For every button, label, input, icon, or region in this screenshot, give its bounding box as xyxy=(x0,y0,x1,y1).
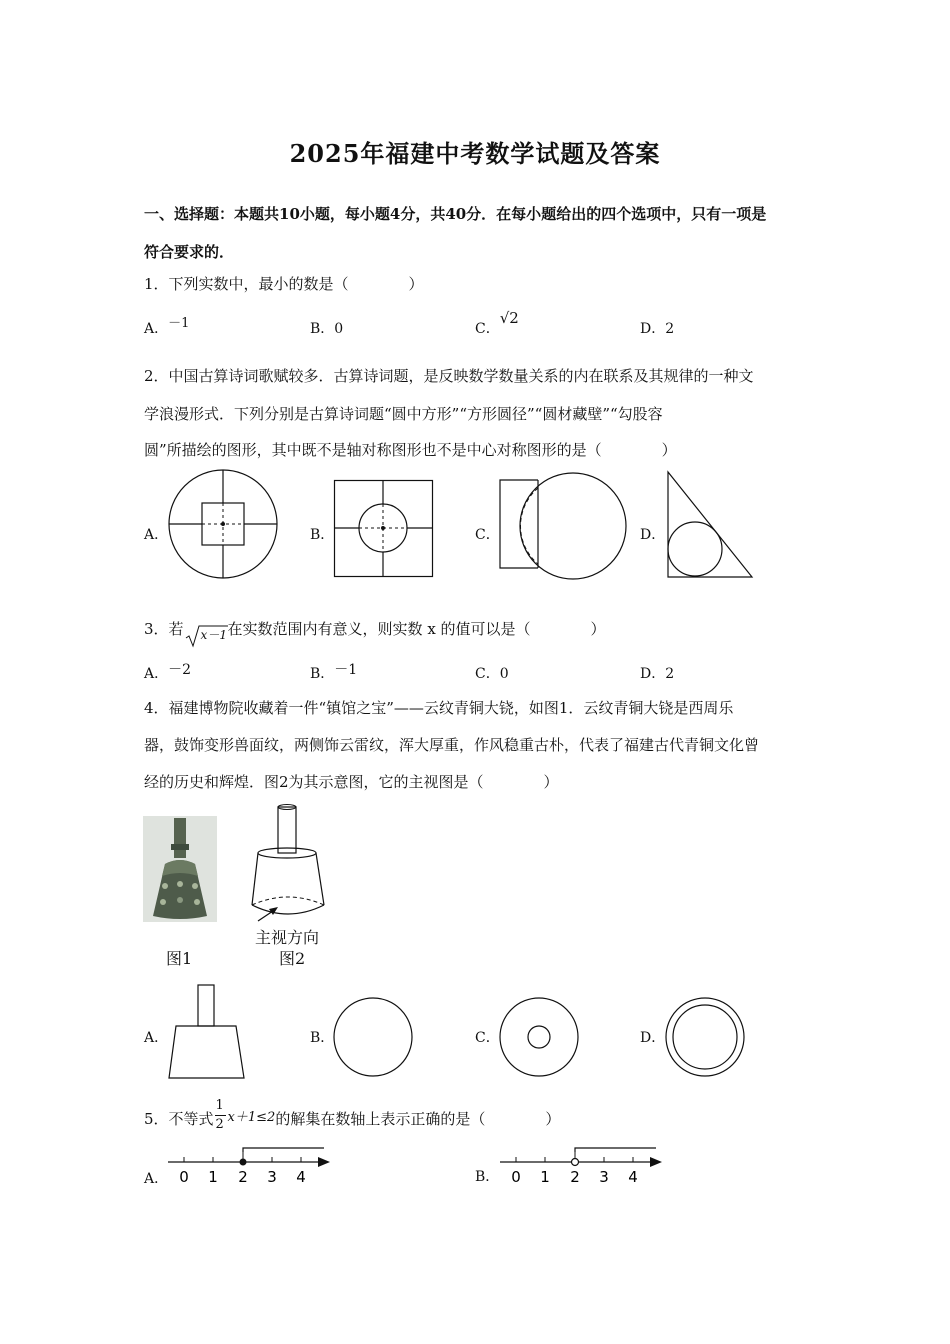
q1-option-b xyxy=(310,318,343,338)
tick-label: 3 xyxy=(599,1168,609,1186)
q4-label-a: A． xyxy=(144,1030,169,1046)
q4-figure-c xyxy=(498,996,580,1078)
q2-stem-line1: 2．中国古算诗词歌赋较多．古算诗词题，是反映数学数量关系的内在联系及其规律的一种文 xyxy=(144,367,754,385)
option-value: 2 xyxy=(665,666,675,682)
option-value: －1 xyxy=(334,662,358,678)
tick-label: 2 xyxy=(238,1168,248,1186)
option-label: D． xyxy=(640,666,666,682)
tick-label: 1 xyxy=(540,1168,550,1186)
q1-option-a xyxy=(144,318,189,338)
q4-stem-line1: 4．福建博物院收藏着一件“镇馆之宝”——云纹青铜大铙，如图1．云纹青铜大铙是西周乐 xyxy=(144,699,734,717)
bell-schematic-figure xyxy=(248,805,338,935)
option-label: C． xyxy=(475,666,500,682)
q3-option-c xyxy=(475,663,509,683)
tick-label: 1 xyxy=(208,1168,218,1186)
option-value: －2 xyxy=(168,662,192,678)
option-label: C． xyxy=(475,321,500,337)
q2-figure-d xyxy=(666,470,756,580)
q2-label-d: D． xyxy=(640,527,666,543)
q2-stem-line2: 学浪漫形式．下列分别是古算诗词题“圆中方形”“方形圆径”“圆材藏壁”“勾股容 xyxy=(144,405,663,423)
fraction-bar xyxy=(215,1115,226,1116)
q5-suffix: 的解集在数轴上表示正确的是（ ） xyxy=(275,1110,561,1128)
section-heading-line1: 一、选择题：本题共10小题，每小题4分，共40分．在每小题给出的四个选项中，只有一项是 xyxy=(144,205,767,223)
q3-suffix: 在实数范围内有意义，则实数 x 的值可以是（ ） xyxy=(227,620,606,638)
q5-fraction xyxy=(214,1098,228,1132)
q3-stem xyxy=(144,618,606,642)
q4-figure-b xyxy=(332,996,414,1078)
section-heading-line2: 符合要求的． xyxy=(144,243,235,261)
q2-figure-b xyxy=(334,480,434,578)
q4-label-b: B． xyxy=(310,1030,335,1046)
q5-number-line-a xyxy=(166,1148,332,1190)
q4-label-d: D． xyxy=(640,1030,666,1046)
q5-expression: x＋1≤2 xyxy=(227,1110,276,1125)
option-label: B． xyxy=(310,666,335,682)
option-label: A． xyxy=(144,321,169,337)
option-value: √2 xyxy=(499,309,519,327)
tick-label: 0 xyxy=(511,1168,521,1186)
q3-option-b xyxy=(310,663,357,683)
q2-figure-c xyxy=(498,472,628,582)
tick-label: 4 xyxy=(296,1168,306,1186)
view-direction-label: 主视方向 xyxy=(255,928,320,947)
q4-label-c: C． xyxy=(475,1030,500,1046)
tick-label: 3 xyxy=(267,1168,277,1186)
q4-figure-a xyxy=(168,984,248,1080)
bronze-bell-photo xyxy=(143,816,217,922)
q1-option-c xyxy=(475,309,519,338)
q4-figure-d xyxy=(664,996,746,1078)
option-value: 0 xyxy=(334,321,344,337)
q4-stem-line3: 经的历史和辉煌．图2为其示意图，它的主视图是（ ） xyxy=(144,773,559,791)
option-value: －1 xyxy=(168,316,190,331)
q3-option-a xyxy=(144,663,191,683)
option-label: B． xyxy=(310,321,335,337)
option-value: 2 xyxy=(665,321,675,337)
fig1-caption: 图1 xyxy=(166,949,193,968)
option-value: 0 xyxy=(499,666,509,682)
q5-label-b: B． xyxy=(475,1169,500,1185)
q2-stem-line3: 圆”所描绘的图形，其中既不是轴对称图形也不是中心对称图形的是（ ） xyxy=(144,441,677,459)
q5-prefix: 5．不等式 xyxy=(144,1110,214,1128)
fig2-caption: 图2 xyxy=(279,949,306,968)
q5-label-a: A． xyxy=(144,1171,169,1187)
option-label: D． xyxy=(640,321,666,337)
q1-stem: 1．下列实数中，最小的数是（ ） xyxy=(144,275,424,293)
q3-option-d xyxy=(640,663,674,683)
q3-radicand: x－1 xyxy=(200,628,227,642)
fraction-denominator: 2 xyxy=(215,1117,224,1132)
option-label: A． xyxy=(144,666,169,682)
q5-stem xyxy=(144,1098,561,1132)
q2-figure-a xyxy=(166,470,280,580)
q2-label-a: A． xyxy=(144,527,169,543)
q3-prefix: 3．若 xyxy=(144,620,184,638)
tick-label: 2 xyxy=(570,1168,580,1186)
page-title: 2025年福建中考数学试题及答案 xyxy=(289,139,661,168)
q4-stem-line2: 器，鼓饰变形兽面纹，两侧饰云雷纹，浑大厚重，作风稳重古朴，代表了福建古代青铜文化曾 xyxy=(144,736,760,754)
fraction-numerator: 1 xyxy=(215,1098,224,1113)
q2-label-b: B． xyxy=(310,527,335,543)
q2-label-c: C． xyxy=(475,527,500,543)
q1-option-d xyxy=(640,318,674,338)
tick-label: 0 xyxy=(179,1168,189,1186)
tick-label: 4 xyxy=(628,1168,638,1186)
q5-number-line-b xyxy=(498,1148,664,1190)
